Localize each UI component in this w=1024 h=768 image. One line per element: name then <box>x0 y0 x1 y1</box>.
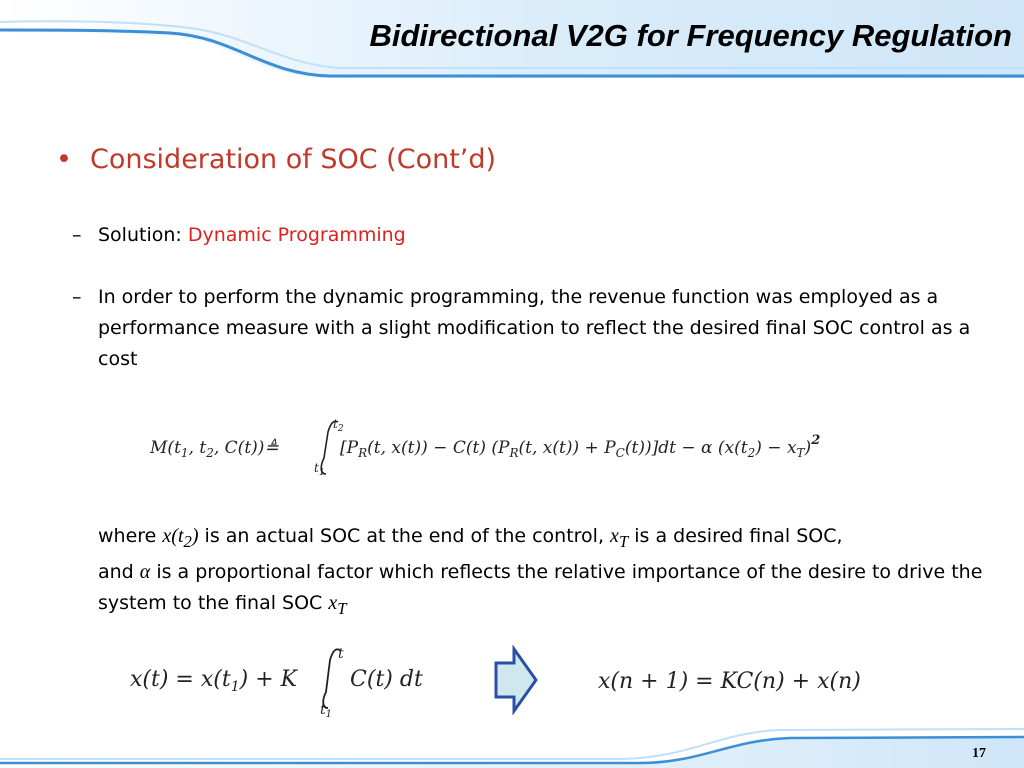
continuous-equation <box>128 642 428 718</box>
svg-text:x(n + 1) = KC(n) + x(n): x(n + 1) = KC(n) + x(n) <box>598 669 861 694</box>
svg-text:t1: $t_1$ <box>320 702 333 718</box>
continuous-equation-graphic <box>128 642 428 718</box>
discrete-equation <box>596 658 878 702</box>
where-text: is a desired final SOC, <box>628 525 843 547</box>
revenue-equation-graphic <box>150 408 892 488</box>
where-text: where <box>98 525 163 547</box>
where-text: is a proportional factor which reflects the relative importance of the desire to drive the system to the final SOC <box>98 561 983 614</box>
var-x-T: $x_T$ <box>328 592 347 618</box>
svg-text:x(t) = x(t1) + K: $x(t) = x(t_1) + K$ <box>130 667 298 695</box>
dash-marker: – <box>72 286 82 308</box>
where-paragraph <box>98 521 998 624</box>
svg-text:t2: $t_2$ <box>333 417 344 434</box>
right-arrow-icon <box>492 645 540 715</box>
sub-item-description <box>72 282 998 375</box>
svg-text:M(t1, t2, C(t))≜: $M(t_1$, $t_2$, C(t))≜ <box>150 438 279 460</box>
var-x-T: $x_T$ <box>610 525 629 551</box>
main-bullet <box>56 144 496 175</box>
discrete-equation-graphic <box>596 658 878 702</box>
sub-item-solution <box>72 220 998 251</box>
dash-marker: – <box>72 224 82 246</box>
var-alpha: α <box>139 561 151 583</box>
svg-text:t: t <box>338 646 344 662</box>
where-text: is an actual SOC at the end of the control, <box>198 525 611 547</box>
solution-label: Solution: <box>98 224 188 246</box>
description-text: In order to perform the dynamic programming, the revenue function was employed as a performance measure with a slight modification to reflect the desired final SOC control as a cost <box>98 286 971 370</box>
svg-text:[PR(t, x(t)) − C(t) (PR(t, x(t: [$P_R(t$, x(t)) − C(t) ($P_R(t$, $x(t)) + P_C(t))]dt - \alpha$ $(x(t_2) - x_T)^2$ <box>340 433 821 460</box>
footer-band <box>0 720 1024 768</box>
page-number: 17 <box>972 746 986 761</box>
slide-title: Bidirectional V2G for Frequency Regulation <box>369 18 1012 53</box>
svg-text:C(t) dt: C(t) dt <box>350 667 423 692</box>
bullet-marker: • <box>56 144 72 175</box>
solution-highlight: Dynamic Programming <box>187 224 406 246</box>
var-x-t2: $x(t_2)$ <box>162 525 199 551</box>
svg-text:t1: $t_1$ <box>314 461 325 478</box>
revenue-equation <box>150 408 892 488</box>
bullet-text: Consideration of SOC (Cont’d) <box>90 144 497 175</box>
where-text: and <box>98 561 140 583</box>
